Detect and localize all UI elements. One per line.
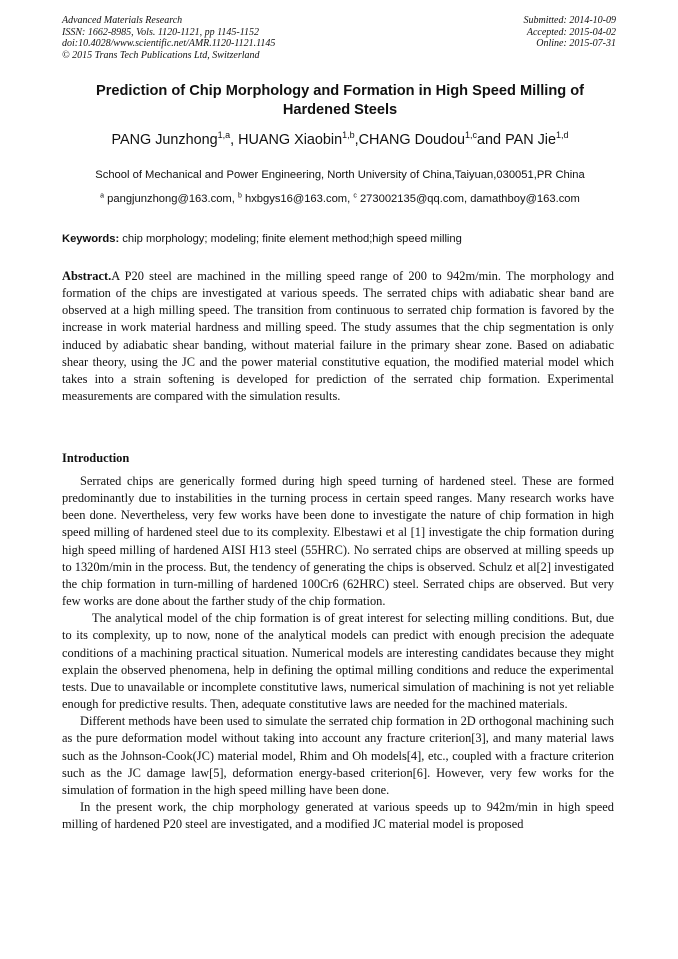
author-emails bbox=[62, 192, 618, 206]
section-heading-introduction: Introduction bbox=[62, 451, 130, 465]
author-name: HUANG Xiaobin bbox=[238, 132, 343, 148]
accepted-date: Accepted: 2015-04-02 bbox=[526, 26, 616, 38]
submitted-date: Submitted: 2014-10-09 bbox=[523, 15, 616, 26]
paper-title: Prediction of Chip Morphology and Formation in High Speed Milling of Hardened Steels bbox=[95, 83, 585, 118]
abstract-text: A P20 steel are machined in the milling speed range of 200 to 942m/min. The morphology and formation of the chips are investigated at various speeds. The serrated chips with adiabatic shear band are observed at a high milling speed. The transition from continuous to serrated chip formation is favored by the increase in work material hardness and milling speed. The study assumes that the chip segmentation is only induced by adiabatic shear banding, without material failure in the primary shear zone. Based on adiabatic shear theory, using the JC and the power material constitutive equation, the modified material model which takes into a strain softening is developed for prediction of the serrated chip formation. Experimental measurements are compared with the simulation results. bbox=[62, 269, 614, 404]
doi-line: doi:10.4028/www.scientific.net/AMR.1120-1121.1145 bbox=[62, 38, 276, 49]
email-mark: a bbox=[100, 192, 105, 200]
author-separator: , bbox=[354, 132, 359, 148]
author-list bbox=[62, 130, 618, 150]
author-separator: and bbox=[477, 132, 506, 148]
issn-line: ISSN: 1662-8985, Vols. 1120-1121, pp 1145-1152 bbox=[62, 26, 260, 38]
author-name: PAN Jie bbox=[505, 132, 556, 148]
email-mark: c bbox=[353, 192, 357, 200]
introduction-body bbox=[62, 473, 614, 833]
abstract bbox=[62, 268, 614, 405]
abstract-label: Abstract. bbox=[62, 269, 112, 283]
journal-name: Advanced Materials Research bbox=[62, 15, 183, 26]
author-affiliation-mark: 1,a bbox=[217, 130, 231, 141]
publication-dates bbox=[524, 15, 617, 50]
keywords bbox=[62, 232, 618, 246]
paragraph: The analytical model of the chip formation is of great interest for selecting milling conditions. But, due to its complexity, up to now, none of the analytical models can predict with enough precision the adequate conditions of a machining practical situation. Numerical models are interesting candidates because they might explain the observed phenomena, help in defining the optimal milling conditions and reduce the experimental tests. Due to unavailable or incomplete constitutive laws, numerical simulation of machining is not yet reliable enough for predictive results. Then, adequate constitutive laws are needed for the machined materials. bbox=[62, 611, 614, 712]
author-name: PANG Junzhong bbox=[111, 132, 218, 148]
author-name: CHANG Doudou bbox=[358, 132, 466, 148]
journal-info bbox=[62, 15, 275, 61]
email-mark: b bbox=[237, 192, 242, 200]
author-separator: , bbox=[230, 132, 239, 148]
email-text: 273002135@qq.com, damathboy@163.com bbox=[356, 193, 580, 205]
paragraph: Different methods have been used to simulate the serrated chip formation in 2D orthogonal machining such as the pure deformation model without taking into account any fracture criterion[3], and many material laws such as the Johnson-Cook(JC) material model, Rhim and Oh models[4], etc., coupled with a fracture criterion such as the JC damage law[5], deformation energy-based criterion[6]. However, very few works for the simulation of formation in the high speed milling have been done. bbox=[62, 714, 614, 797]
author-affiliation-mark: 1,b bbox=[342, 130, 355, 141]
keywords-text: chip morphology; modeling; finite element method;high speed milling bbox=[119, 233, 462, 245]
keywords-label: Keywords: bbox=[62, 233, 120, 245]
email-text: hxbgys16@163.com, bbox=[241, 193, 354, 205]
email-text: pangjunzhong@163.com, bbox=[104, 193, 238, 205]
paragraph: In the present work, the chip morphology generated at various speeds up to 942m/min in high speed milling of hardened P20 steel are investigated, and a modified JC material model is proposed bbox=[62, 799, 614, 832]
author-affiliation-mark: 1,c bbox=[465, 130, 478, 141]
paragraph: Serrated chips are generically formed during high speed turning of hardened steel. These are formed predominantly due to instabilities in the turning process in certain speed ranges. Many research works have been done. Nevertheless, very few works have been done to investigate the nature of chip formation in high speed milling of hardened steel due to its complexity. Elbestawi et al [1] investigate the chip formation during high speed milling of hardened AISI H13 steel (55HRC). No serrated chips are observed at milling speeds up to 1320m/min in the process. But, the tendency of generating the chips is observed. Schulz et al[2] investigated the chip formation in turn-milling of hardened 100Cr6 (62HRC) steel. Serrated chips are observed. But very few works are done about the farther study of the chip formation. bbox=[62, 474, 614, 609]
author-affiliation-mark: 1,d bbox=[555, 130, 569, 141]
copyright-line: © 2015 Trans Tech Publications Ltd, Switzerland bbox=[62, 49, 260, 61]
online-date: Online: 2015-07-31 bbox=[536, 38, 616, 49]
affiliation: School of Mechanical and Power Engineering, North University of China,Taiyuan,030051,PR China bbox=[95, 169, 585, 181]
